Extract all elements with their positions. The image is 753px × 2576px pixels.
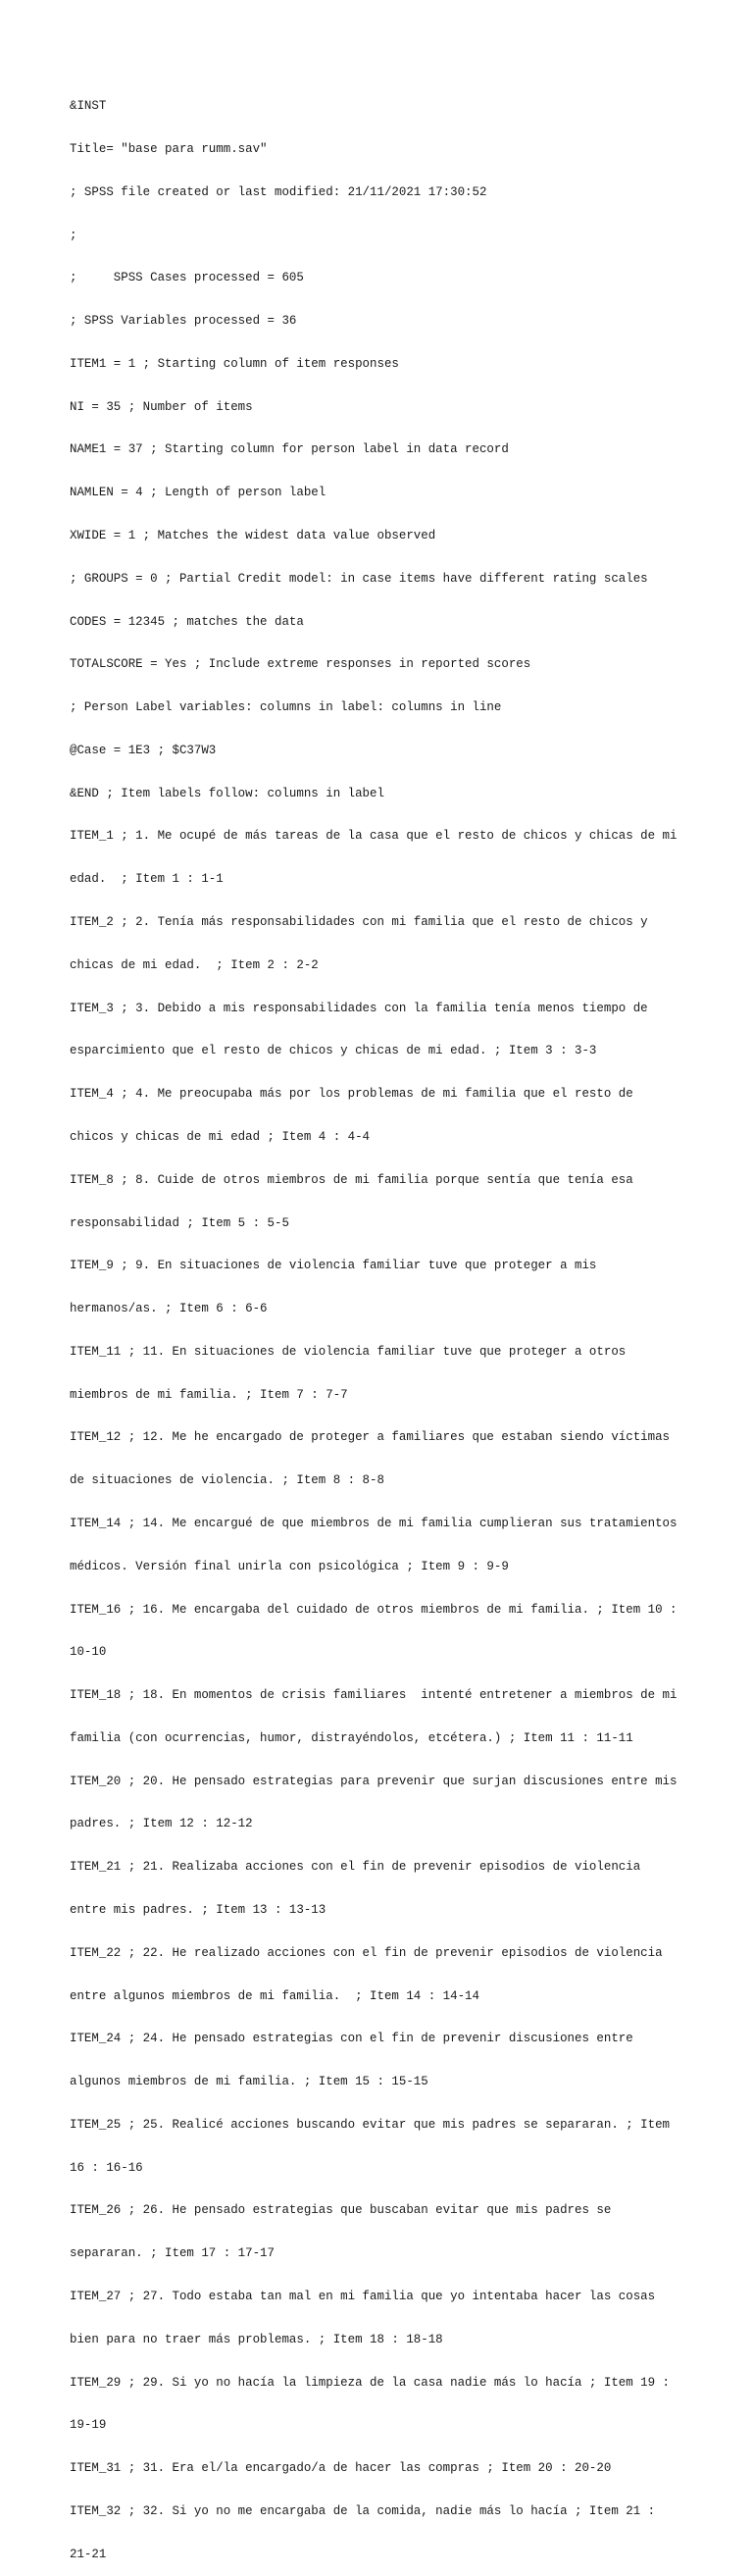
text-line: de situaciones de violencia. ; Item 8 : 8-8 — [70, 1473, 384, 1488]
text-line: ITEM_4 ; 4. Me preocupaba más por los problemas de mi familia que el resto de — [70, 1087, 633, 1102]
text-line: ; SPSS file created or last modified: 21/11/2021 17:30:52 — [70, 184, 487, 199]
text-line: ITEM_1 ; 1. Me ocupé de más tareas de la casa que el resto de chicos y chicas de mi — [70, 829, 678, 844]
text-line: ; — [70, 228, 77, 242]
text-line: ITEM_31 ; 31. Era el/la encargado/a de hacer las compras ; Item 20 : 20-20 — [70, 2461, 612, 2476]
text-line: ITEM_18 ; 18. En momentos de crisis familiares intenté entretener a miembros de mi — [70, 1688, 678, 1703]
text-line: ITEM_16 ; 16. Me encargaba del cuidado de otros miembros de mi familia. ; Item 10 : — [70, 1602, 678, 1617]
text-line: NI = 35 ; Number of items — [70, 399, 253, 414]
text-line: TOTALSCORE = Yes ; Include extreme responses in reported scores — [70, 657, 531, 672]
text-line: ; Person Label variables: columns in label: columns in line — [70, 700, 502, 715]
text-line: ITEM_24 ; 24. He pensado estrategias con el fin de prevenir discusiones entre — [70, 2032, 633, 2046]
text-line: ITEM_2 ; 2. Tenía más responsabilidades con mi familia que el resto de chicos y — [70, 915, 648, 930]
text-line: separaran. ; Item 17 : 17-17 — [70, 2246, 275, 2261]
text-line: esparcimiento que el resto de chicos y chicas de mi edad. ; Item 3 : 3-3 — [70, 1044, 597, 1058]
text-line: entre algunos miembros de mi familia. ; Item 14 : 14-14 — [70, 1988, 479, 2003]
text-line: médicos. Versión final unirla con psicológica ; Item 9 : 9-9 — [70, 1559, 509, 1573]
text-line: ITEM_11 ; 11. En situaciones de violencia familiar tuve que proteger a otros — [70, 1344, 627, 1359]
text-line: NAMLEN = 4 ; Length of person label — [70, 486, 326, 500]
text-line: &INST — [70, 99, 107, 114]
document-page — [70, 71, 697, 2576]
text-line: ITEM_29 ; 29. Si yo no hacía la limpieza de la casa nadie más lo hacía ; Item 19 : — [70, 2375, 671, 2390]
text-line: hermanos/as. ; Item 6 : 6-6 — [70, 1302, 268, 1316]
text-line: &END ; Item labels follow: columns in label — [70, 786, 384, 800]
text-line: miembros de mi familia. ; Item 7 : 7-7 — [70, 1387, 348, 1402]
text-line: ITEM1 = 1 ; Starting column of item responses — [70, 356, 399, 371]
text-line: ; GROUPS = 0 ; Partial Credit model: in case items have different rating scales — [70, 571, 648, 586]
text-line: ITEM_25 ; 25. Realicé acciones buscando evitar que mis padres se separaran. ; Item — [70, 2117, 671, 2132]
text-line: ITEM_8 ; 8. Cuide de otros miembros de mi familia porque sentía que tenía esa — [70, 1172, 633, 1187]
text-line: edad. ; Item 1 : 1-1 — [70, 872, 224, 887]
text-line: ; SPSS Variables processed = 36 — [70, 314, 297, 329]
text-line: ITEM_9 ; 9. En situaciones de violencia familiar tuve que proteger a mis — [70, 1259, 597, 1273]
text-line: ; SPSS Cases processed = 605 — [70, 271, 304, 285]
text-line: ITEM_32 ; 32. Si yo no me encargaba de la comida, nadie más lo hacía ; Item 21 : — [70, 2503, 656, 2518]
text-line: @Case = 1E3 ; $C37W3 — [70, 743, 217, 757]
text-line: familia (con ocurrencias, humor, distrayéndolos, etcétera.) ; Item 11 : 11-11 — [70, 1730, 633, 1745]
text-line: ITEM_20 ; 20. He pensado estrategias para prevenir que surjan discusiones entre mis — [70, 1774, 678, 1788]
text-line: algunos miembros de mi familia. ; Item 15 : 15-15 — [70, 2075, 428, 2089]
text-line: ITEM_27 ; 27. Todo estaba tan mal en mi familia que yo intentaba hacer las cosas — [70, 2290, 656, 2304]
text-line: entre mis padres. ; Item 13 : 13-13 — [70, 1903, 326, 1917]
text-line: 21-21 — [70, 2547, 107, 2561]
text-line: 10-10 — [70, 1645, 107, 1660]
text-line: CODES = 12345 ; matches the data — [70, 614, 304, 629]
text-line: chicos y chicas de mi edad ; Item 4 : 4-4 — [70, 1129, 371, 1144]
text-line: ITEM_26 ; 26. He pensado estrategias que buscaban evitar que mis padres se — [70, 2203, 612, 2218]
text-line: ITEM_21 ; 21. Realizaba acciones con el fin de prevenir episodios de violencia — [70, 1860, 641, 1875]
text-line: ITEM_22 ; 22. He realizado acciones con el fin de prevenir episodios de violencia — [70, 1945, 663, 1960]
text-line: XWIDE = 1 ; Matches the widest data value observed — [70, 529, 436, 542]
text-line: 16 : 16-16 — [70, 2160, 143, 2175]
text-line: ITEM_14 ; 14. Me encargué de que miembros de mi familia cumplieran sus tratamientos — [70, 1516, 678, 1530]
text-line: bien para no traer más problemas. ; Item 18 : 18-18 — [70, 2332, 443, 2346]
text-line: responsabilidad ; Item 5 : 5-5 — [70, 1215, 289, 1230]
text-line: ITEM_3 ; 3. Debido a mis responsabilidades con la familia tenía menos tiempo de — [70, 1001, 648, 1015]
text-line: Title= "base para rumm.sav" — [70, 141, 268, 156]
text-line: 19-19 — [70, 2418, 107, 2433]
text-line: padres. ; Item 12 : 12-12 — [70, 1817, 253, 1831]
text-line: chicas de mi edad. ; Item 2 : 2-2 — [70, 957, 319, 972]
text-line: NAME1 = 37 ; Starting column for person label in data record — [70, 442, 509, 457]
text-line: ITEM_12 ; 12. Me he encargado de proteger a familiares que estaban siendo víctimas — [70, 1430, 671, 1445]
